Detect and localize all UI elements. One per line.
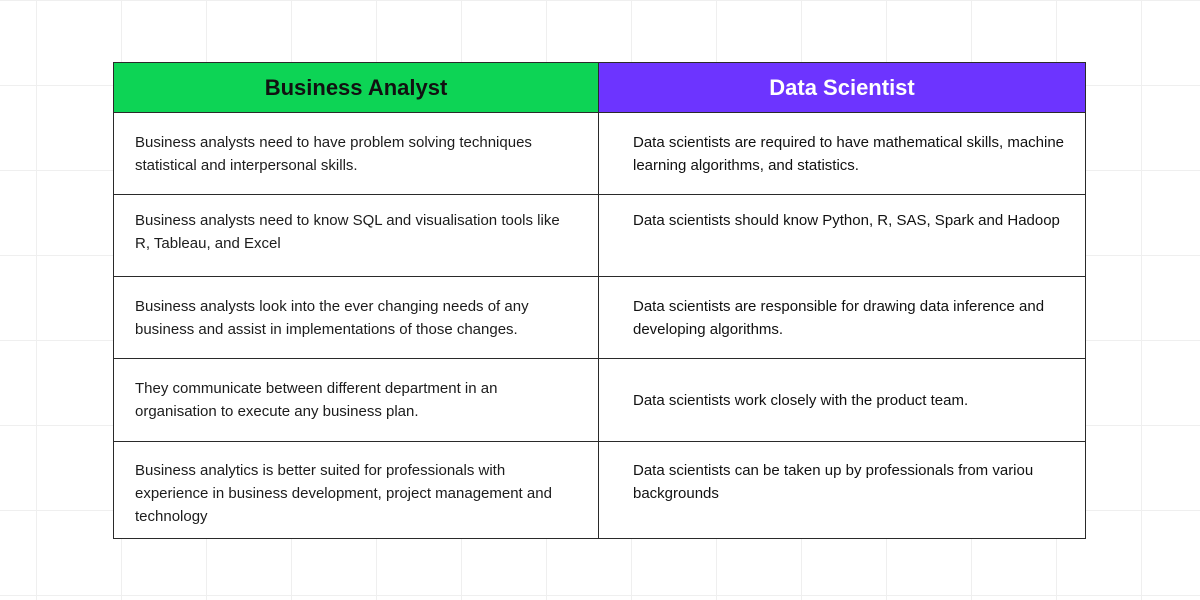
data-scientist-cell: Data scientists are required to have mathematical skills, machine learning algorithms, and statistics. — [599, 113, 1086, 195]
data-scientist-cell: Data scientists are responsible for drawing data inference and developing algorithms. — [599, 277, 1086, 359]
table-row — [114, 359, 1086, 442]
business-analyst-cell: Business analytics is better suited for professionals with experience in business development, project management and technology — [114, 442, 599, 539]
data-scientist-cell: Data scientists should know Python, R, SAS, Spark and Hadoop — [599, 195, 1086, 277]
comparison-table — [113, 62, 1086, 539]
header-row — [114, 63, 1086, 113]
header-data-scientist: Data Scientist — [599, 63, 1086, 113]
header-business-analyst: Business Analyst — [114, 63, 599, 113]
table-row — [114, 442, 1086, 539]
business-analyst-cell: Business analysts look into the ever changing needs of any business and assist in implementations of those changes. — [114, 277, 599, 359]
table-row — [114, 277, 1086, 359]
table-row — [114, 113, 1086, 195]
business-analyst-cell: They communicate between different department in an organisation to execute any business plan. — [114, 359, 599, 442]
data-scientist-cell: Data scientists can be taken up by professionals from variou backgrounds — [599, 442, 1086, 539]
table-row — [114, 195, 1086, 277]
business-analyst-cell: Business analysts need to have problem solving techniques statistical and interpersonal skills. — [114, 113, 599, 195]
data-scientist-cell: Data scientists work closely with the product team. — [599, 359, 1086, 442]
business-analyst-cell: Business analysts need to know SQL and visualisation tools like R, Tableau, and Excel — [114, 195, 599, 277]
